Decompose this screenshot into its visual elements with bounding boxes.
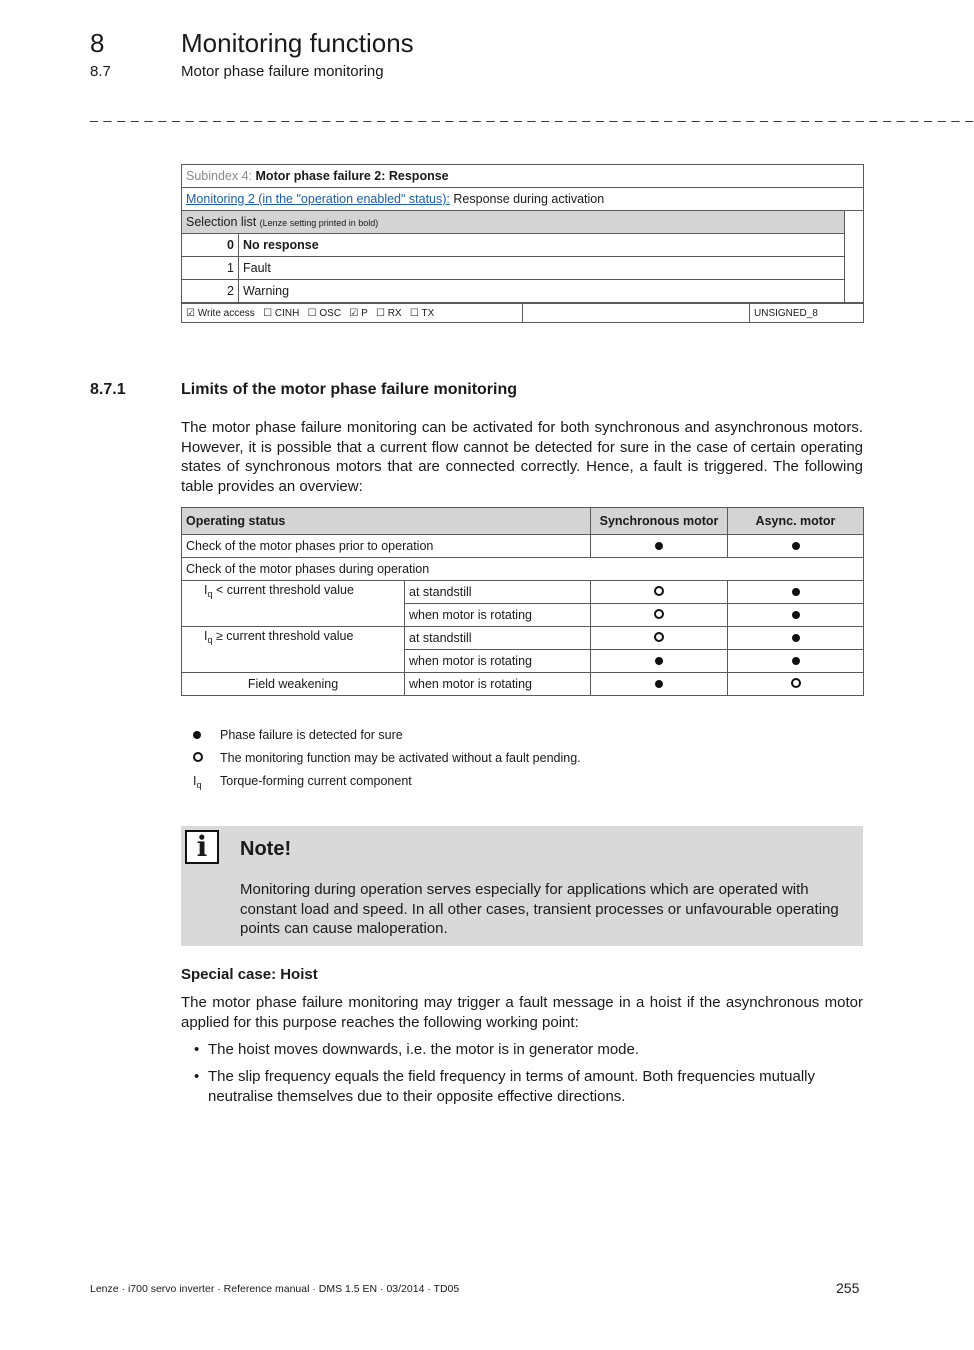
table-row bbox=[182, 581, 864, 604]
option-number: 1 bbox=[182, 257, 239, 280]
list-item-text: The hoist moves downwards, i.e. the motor is in generator mode. bbox=[208, 1041, 640, 1058]
header-async: Async. motor bbox=[728, 508, 864, 535]
dot-symbol bbox=[792, 634, 800, 642]
option-label: No response bbox=[239, 234, 845, 257]
option-row bbox=[182, 257, 864, 280]
option-number: 2 bbox=[182, 280, 239, 303]
bullet-icon: • bbox=[194, 1068, 200, 1085]
mark-ring bbox=[591, 627, 728, 650]
note-text: Monitoring during operation serves especially for applications which are operated with constant load and speed. In all other cases, transient processes or unfavourable operating points can cause maloperation. bbox=[240, 881, 839, 937]
dot-symbol bbox=[655, 542, 663, 550]
empty-cell bbox=[844, 211, 863, 303]
ring-symbol bbox=[654, 586, 664, 596]
monitoring-link[interactable]: Monitoring 2 (in the "operation enabled" status): bbox=[186, 192, 450, 206]
note-title: Note! bbox=[240, 838, 292, 860]
mark-dot bbox=[591, 650, 728, 673]
subindex-title: Motor phase failure 2: Response bbox=[255, 169, 449, 183]
intro-paragraph: The motor phase failure monitoring can be activated for both synchronous and asynchronous motors. However, it is possible that a current flow cannot be detected for sure in the case of certain operating states of synchronous motors that are connected correctly. Hence, a fault is triggered. The following table provides an overview: bbox=[181, 419, 863, 495]
legend-iq-text: Torque-forming current component bbox=[220, 774, 412, 788]
iq-symbol: I bbox=[193, 774, 197, 788]
ring-symbol bbox=[193, 752, 203, 762]
footer-text: Lenze · i700 servo inverter · Reference manual · DMS 1.5 EN · 03/2014 · TD05 bbox=[90, 1283, 460, 1295]
option-label: Warning bbox=[239, 280, 845, 303]
condition-ge bbox=[182, 627, 405, 673]
page-number: 255 bbox=[836, 1280, 860, 1296]
table-row bbox=[182, 627, 864, 650]
table-row bbox=[182, 535, 864, 558]
iq-symbol: I bbox=[204, 583, 208, 597]
option-label: Fault bbox=[239, 257, 845, 280]
dot-symbol bbox=[193, 731, 201, 739]
subindex-label: Subindex 4: bbox=[186, 169, 253, 183]
legend-dot bbox=[193, 728, 403, 742]
iq-subscript: q bbox=[207, 589, 213, 599]
subindex-header bbox=[182, 165, 864, 188]
iq-subscript: q bbox=[196, 780, 202, 790]
state-rotating: when motor is rotating bbox=[405, 650, 591, 673]
special-case-paragraph: The motor phase failure monitoring may trigger a fault message in a hoist if the asynchronous motor applied for this purpose reaches the following working point: bbox=[181, 994, 863, 1031]
state-standstill: at standstill bbox=[405, 581, 591, 604]
mark-dot bbox=[728, 535, 864, 558]
row-prior-label: Check of the motor phases prior to operation bbox=[182, 535, 591, 558]
empty-cell bbox=[523, 304, 750, 323]
bullet-icon: • bbox=[194, 1041, 200, 1058]
mark-dot bbox=[728, 627, 864, 650]
ring-symbol bbox=[654, 632, 664, 642]
chapter-number: 8 bbox=[90, 28, 105, 58]
row-during-label: Check of the motor phases during operation bbox=[182, 558, 864, 581]
section-title: Motor phase failure monitoring bbox=[181, 63, 384, 80]
option-row bbox=[182, 234, 864, 257]
condition-lt-text: < current threshold value bbox=[212, 583, 354, 597]
mark-dot bbox=[728, 650, 864, 673]
iq-symbol: I bbox=[204, 629, 208, 643]
ring-symbol bbox=[654, 609, 664, 619]
parameter-table bbox=[181, 164, 864, 303]
dot-symbol bbox=[792, 611, 800, 619]
legend-ring bbox=[193, 751, 581, 765]
mark-dot bbox=[591, 673, 728, 696]
access-flags: ☑ Write access ☐ CINH ☐ OSC ☑ P ☐ RX ☐ TX bbox=[182, 304, 523, 323]
selection-list-header bbox=[182, 211, 845, 234]
selection-note: (Lenze setting printed in bold) bbox=[259, 218, 379, 228]
table-row bbox=[182, 673, 864, 696]
dot-symbol bbox=[792, 588, 800, 596]
dot-symbol bbox=[792, 657, 800, 665]
mark-dot bbox=[728, 604, 864, 627]
special-case-heading: Special case: Hoist bbox=[181, 966, 318, 983]
mark-dot bbox=[591, 535, 728, 558]
info-icon: i bbox=[185, 830, 219, 864]
overview-table bbox=[181, 507, 864, 696]
list-item-text: The slip frequency equals the field frequency in terms of amount. Both frequencies mutually neutralise themselves due to their opposite effective directions. bbox=[208, 1068, 815, 1105]
option-number: 0 bbox=[182, 234, 239, 257]
mark-ring bbox=[591, 604, 728, 627]
condition-ge-text: ≥ current threshold value bbox=[212, 629, 354, 643]
legend-ring-text: The monitoring function may be activated without a fault pending. bbox=[220, 751, 581, 765]
header-operating-status: Operating status bbox=[182, 508, 591, 535]
header-synchronous: Synchronous motor bbox=[591, 508, 728, 535]
subsection-title: Limits of the motor phase failure monitoring bbox=[181, 381, 518, 398]
data-type: UNSIGNED_8 bbox=[750, 304, 864, 323]
state-rotating: when motor is rotating bbox=[405, 673, 591, 696]
state-rotating: when motor is rotating bbox=[405, 604, 591, 627]
description-row bbox=[182, 188, 864, 211]
iq-subscript: q bbox=[207, 635, 213, 645]
description-text: Response during activation bbox=[453, 192, 605, 206]
dot-symbol bbox=[655, 680, 663, 688]
mark-ring bbox=[591, 581, 728, 604]
condition-lt bbox=[182, 581, 405, 627]
dot-symbol bbox=[655, 657, 663, 665]
mark-ring bbox=[728, 673, 864, 696]
list-item bbox=[194, 1067, 863, 1106]
header-separator: _ _ _ _ _ _ _ _ _ _ _ _ _ _ _ _ _ _ _ _ _ _ _ _ _ _ _ _ _ _ _ _ _ _ _ _ _ _ _ _ _ _ _ _ _ _ _ _ _ _ _ _ _ _ _ _ _ _ _ _ _ _ _ _ _ bbox=[90, 106, 974, 122]
subsection-number: 8.7.1 bbox=[90, 381, 126, 398]
access-flags-table bbox=[181, 303, 864, 323]
option-row bbox=[182, 280, 864, 303]
legend-dot-text: Phase failure is detected for sure bbox=[220, 728, 403, 742]
dot-symbol bbox=[792, 542, 800, 550]
selection-label: Selection list bbox=[186, 215, 257, 229]
mark-dot bbox=[728, 581, 864, 604]
ring-symbol bbox=[791, 678, 801, 688]
list-item bbox=[194, 1040, 863, 1060]
table-row bbox=[182, 558, 864, 581]
chapter-title: Monitoring functions bbox=[181, 28, 414, 58]
field-weakening: Field weakening bbox=[182, 673, 405, 696]
state-standstill: at standstill bbox=[405, 627, 591, 650]
section-number: 8.7 bbox=[90, 63, 111, 80]
legend-iq bbox=[193, 774, 412, 790]
